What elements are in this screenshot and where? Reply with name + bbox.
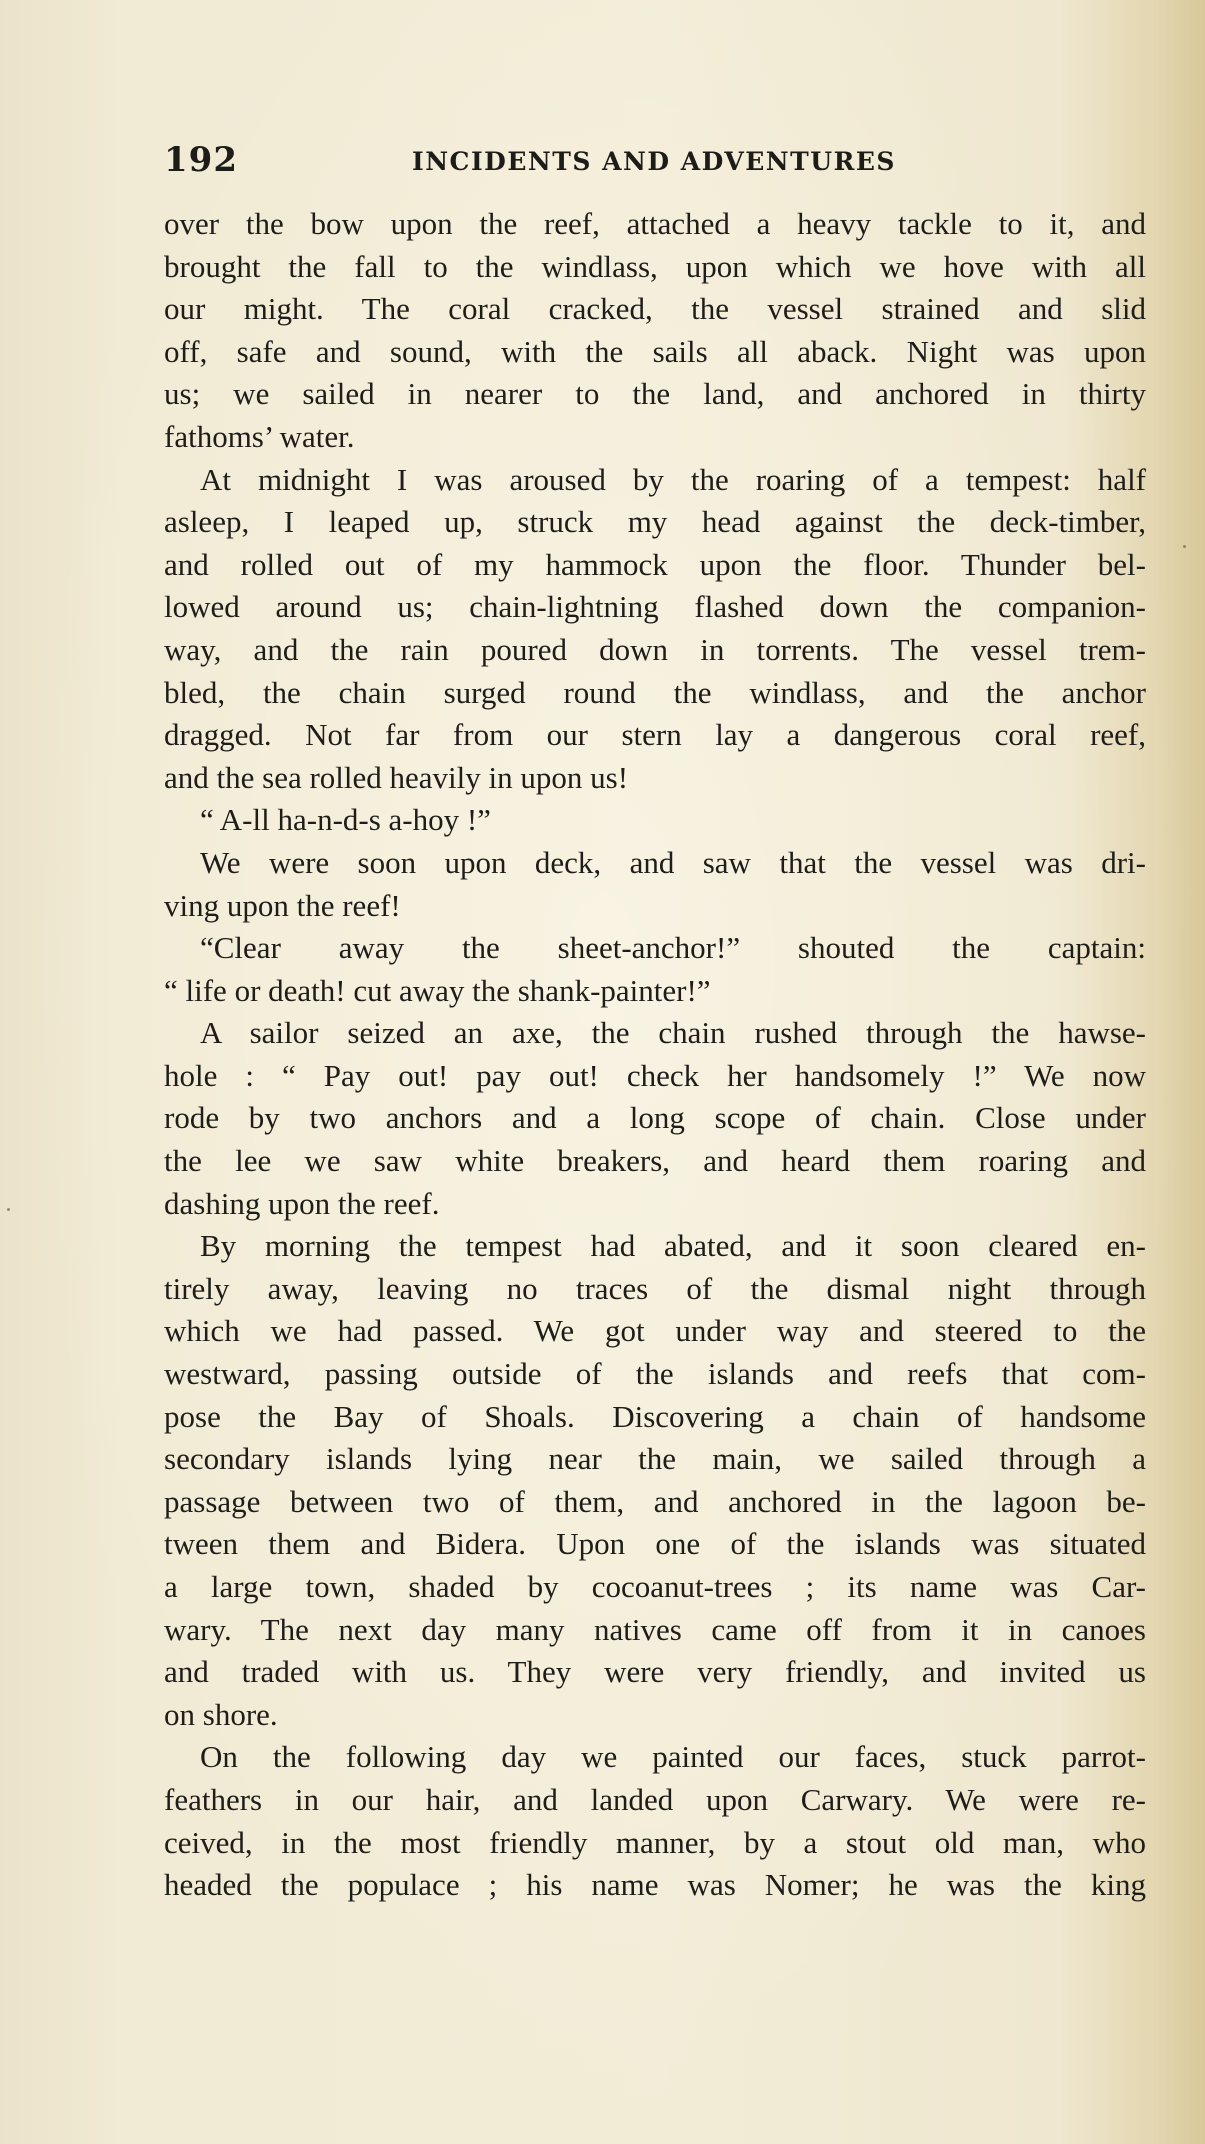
text-line: On the following day we painted our faces, stuck parrot-: [200, 1739, 1146, 1775]
page-number: 192: [164, 140, 238, 180]
text-line: headed the populace ; his name was Nomer; he was the king: [164, 1867, 1146, 1903]
page-speck: [1183, 545, 1186, 548]
text-line: dragged. Not far from our stern lay a dangerous coral reef,: [164, 717, 1146, 753]
text-line: our might. The coral cracked, the vessel strained and slid: [164, 291, 1146, 327]
text-line: way, and the rain poured down in torrents. The vessel trem-: [164, 631, 1146, 667]
text-line: asleep, I leaped up, struck my head against the deck-timber,: [164, 504, 1146, 540]
text-line: pose the Bay of Shoals. Discovering a chain of handsome: [164, 1398, 1146, 1434]
text-line: “ life or death! cut away the shank-painter!”: [164, 972, 711, 1008]
text-line: on shore.: [164, 1696, 278, 1732]
text-line: bled, the chain surged round the windlass, and the anchor: [164, 674, 1146, 710]
text-line: us; we sailed in nearer to the land, and anchored in thirty: [164, 376, 1146, 412]
text-line: “Clear away the sheet-anchor!” shouted the captain:: [200, 930, 1146, 966]
text-line: and traded with us. They were very friendly, and invited us: [164, 1654, 1146, 1690]
text-line: At midnight I was aroused by the roaring of a tempest: half: [200, 461, 1146, 497]
text-line: We were soon upon deck, and saw that the vessel was dri-: [200, 844, 1146, 880]
text-line: over the bow upon the reef, attached a heavy tackle to it, and: [164, 206, 1146, 241]
text-line: A sailor seized an axe, the chain rushed through the hawse-: [200, 1015, 1146, 1051]
text-line: tirely away, leaving no traces of the dismal night through: [164, 1270, 1146, 1306]
text-line: wary. The next day many natives came off from it in canoes: [164, 1611, 1146, 1647]
text-line: feathers in our hair, and landed upon Carwary. We were re-: [164, 1781, 1146, 1817]
text-line: ving upon the reef!: [164, 887, 401, 923]
text-line: and the sea rolled heavily in upon us!: [164, 759, 629, 795]
text-line: passage between two of them, and anchored in the lagoon be-: [164, 1483, 1146, 1519]
text-line: and rolled out of my hammock upon the floor. Thunder bel-: [164, 546, 1146, 582]
text-line: hole : “ Pay out! pay out! check her handsomely !” We now: [164, 1057, 1146, 1093]
text-line: By morning the tempest had abated, and it soon cleared en-: [200, 1228, 1146, 1264]
text-line: brought the fall to the windlass, upon which we hove with all: [164, 248, 1146, 284]
text-line: ceived, in the most friendly manner, by a stout old man, who: [164, 1824, 1146, 1860]
running-head: INCIDENTS AND ADVENTURES: [412, 147, 896, 176]
page-header: [164, 140, 1144, 190]
text-line: westward, passing outside of the islands and reefs that com-: [164, 1356, 1146, 1392]
text-line: off, safe and sound, with the sails all aback. Night was upon: [164, 333, 1146, 369]
page-speck: [7, 1208, 10, 1211]
text-line: tween them and Bidera. Upon one of the islands was situated: [164, 1526, 1146, 1562]
text-line: “ A-ll ha-n-d-s a-hoy !”: [200, 802, 491, 838]
text-line: the lee we saw white breakers, and heard them roaring and: [164, 1143, 1146, 1179]
text-line: which we had passed. We got under way and steered to the: [164, 1313, 1146, 1349]
text-line: rode by two anchors and a long scope of chain. Close under: [164, 1100, 1146, 1136]
text-line: fathoms’ water.: [164, 418, 355, 454]
text-line: secondary islands lying near the main, we sailed through a: [164, 1441, 1146, 1477]
text-line: lowed around us; chain-lightning flashed down the companion-: [164, 589, 1146, 625]
text-line: dashing upon the reef.: [164, 1185, 440, 1221]
body-text: [164, 203, 1146, 1907]
text-line: a large town, shaded by cocoanut-trees ; its name was Car-: [164, 1569, 1146, 1604]
